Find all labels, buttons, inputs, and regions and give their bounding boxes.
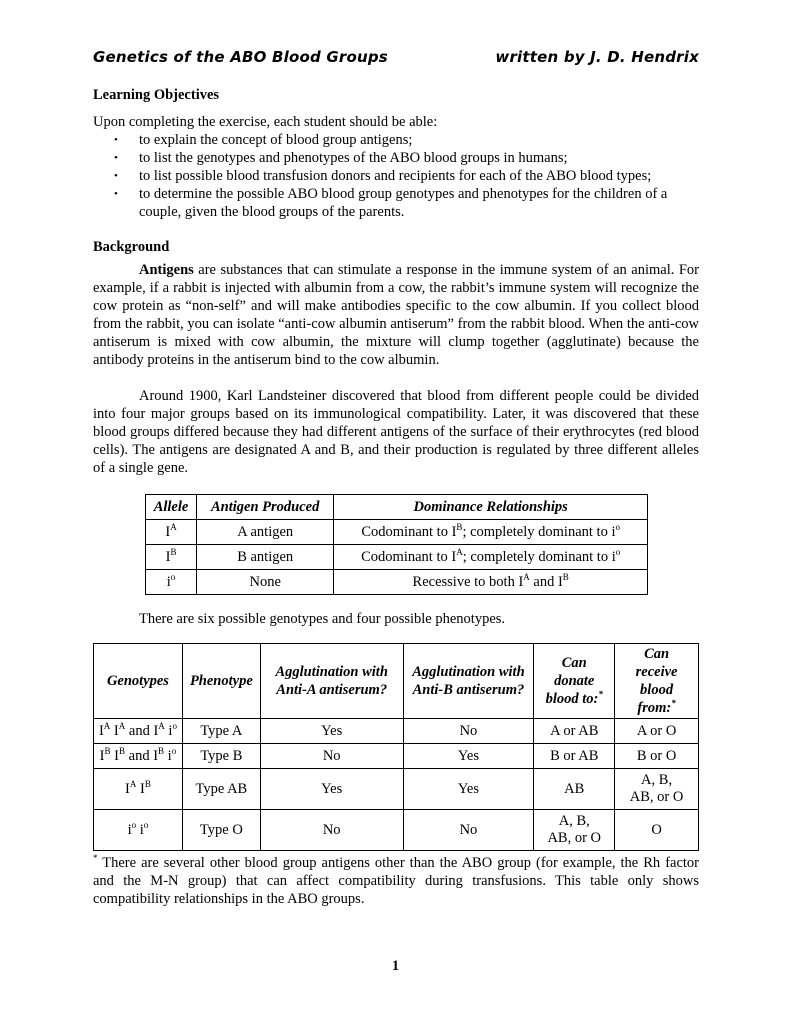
receive-cell (615, 744, 699, 769)
allele-superscript: o (170, 572, 176, 583)
text-run: and I (529, 574, 563, 590)
receive-header (615, 644, 699, 719)
text-run: Agglutination with (275, 664, 388, 680)
superscript: B (158, 745, 165, 756)
objective-text: to list possible blood transfusion donors and recipients for each of the ABO blood types; (139, 168, 652, 184)
receive-cell (615, 769, 699, 810)
allele-cell (146, 545, 197, 570)
superscript: A (158, 720, 165, 731)
genotype-summary-sentence: There are six possible genotypes and four possible phenotypes. (139, 611, 506, 627)
text-run: Agglutination with (412, 664, 525, 680)
objective-text: to determine the possible ABO blood group genotypes and phenotypes for the children of a couple, given the blood groups of the parents. (139, 186, 668, 220)
text-run: i (136, 821, 144, 838)
text-run: Codominant to I (361, 524, 457, 540)
phenotype-cell: Type A (182, 719, 260, 744)
antigen-column-header: Antigen Produced (197, 495, 334, 520)
text-run: AB, or O (629, 789, 684, 805)
superscript: B (562, 572, 569, 583)
text-run: Recessive to both I (412, 574, 524, 590)
table-row (94, 719, 699, 744)
text-run: Can (644, 646, 670, 662)
receive-cell (615, 810, 699, 851)
anti-a-cell: No (260, 744, 403, 769)
genotype-cell (94, 769, 183, 810)
anti-b-cell: Yes (403, 769, 534, 810)
superscript: B (104, 745, 111, 756)
text-run: O (651, 821, 662, 838)
donate-cell (534, 769, 615, 810)
receive-cell (615, 719, 699, 744)
allele-superscript: B (170, 547, 177, 558)
text-run: I (110, 747, 119, 764)
text-run: i (164, 747, 172, 764)
document-body (93, 86, 699, 908)
author-credit: written by J. D. Hendrix (495, 48, 699, 66)
allele-symbol: i (166, 574, 171, 590)
table-row (146, 545, 648, 570)
anti-a-cell: Yes (260, 769, 403, 810)
anti-a-header (260, 644, 403, 719)
document-title: Genetics of the ABO Blood Groups (93, 48, 388, 66)
bullet-icon: • (114, 134, 118, 146)
superscript: A (129, 778, 137, 789)
background-heading: Background (93, 239, 170, 255)
genotype-cell (94, 810, 183, 851)
superscript: B (144, 778, 151, 789)
text-run: Phenotype (189, 673, 253, 689)
text-run: Anti-B antiserum? (412, 682, 525, 698)
text-run: I (99, 747, 105, 764)
text-run: I (125, 780, 130, 797)
allele-table (145, 494, 648, 595)
table-row (94, 744, 699, 769)
antigen-cell: None (197, 570, 334, 595)
text-run: A, B, (641, 772, 673, 788)
genotype-cell (94, 744, 183, 769)
superscript: * (598, 689, 603, 700)
genotype-table-header-row (94, 644, 699, 719)
text-run: ; completely dominant to i (462, 549, 616, 565)
table-row (94, 769, 699, 810)
donate-cell (534, 744, 615, 769)
table-row (146, 570, 648, 595)
phenotype-cell: Type B (182, 744, 260, 769)
background-paragraph-1 (93, 261, 699, 369)
text-run: i (164, 722, 173, 739)
objective-item (93, 167, 699, 185)
text-run: Codominant to I (361, 549, 457, 565)
footnote (93, 854, 699, 908)
allele-symbol: I (165, 549, 171, 565)
objectives-heading: Learning Objectives (93, 87, 220, 103)
table-row (146, 520, 648, 545)
superscript: A (523, 572, 530, 583)
donate-cell (534, 719, 615, 744)
allele-table-body (146, 520, 648, 595)
allele-cell (146, 570, 197, 595)
bullet-icon: • (114, 152, 118, 164)
text-run: blood (640, 682, 674, 698)
text-run: AB (564, 780, 585, 797)
text-run: blood to: (545, 691, 599, 707)
background-paragraph-2: Around 1900, Karl Landsteiner discovered that blood from different people could be divided into four major groups based on its immunological compatibility. Later, it was discovered that these blood groups differed because they had different antigens of the surface of their erythrocytes (red blood cells). The antigens are designated A and B, and their production is regulated by three different alleles of a single gene. (93, 388, 699, 476)
anti-a-cell: No (260, 810, 403, 851)
anti-b-header (403, 644, 534, 719)
text-run: Can (561, 655, 587, 671)
text-run: and I (125, 722, 159, 739)
superscript: o (615, 522, 620, 533)
antigens-term: Antigens (139, 262, 194, 278)
text-run: i (127, 821, 132, 838)
superscript: A (118, 720, 126, 731)
superscript: o (172, 720, 177, 731)
anti-b-cell: No (403, 719, 534, 744)
dominance-cell (334, 545, 648, 570)
text-run: B or O (636, 747, 677, 764)
text-run: I (110, 722, 119, 739)
phenotype-cell: Type O (182, 810, 260, 851)
donate-cell (534, 810, 615, 851)
paragraph-1-text: are substances that can stimulate a response in the immune system of an animal. For example, if a rabbit is injected with albumin from a cow, the rabbit’s immune system will recognize the cow protein as “non-self” and will make antibodies specific to the cow albumin. If you collect blood from the rabbit, you can isolate “anti-cow albumin antiserum” from the rabbit blood. When the anti-cow antiserum is mixed with cow albumin, the mixture will clump together (agglutinate) because the antibody proteins in the antiserum bind to the cow albumin. (93, 262, 699, 368)
superscript: o (143, 819, 149, 830)
text-run: Anti-A antiserum? (276, 682, 388, 698)
superscript: * (671, 698, 676, 709)
bullet-icon: • (114, 170, 118, 182)
genotype-cell (94, 719, 183, 744)
footnote-marker: * (93, 853, 98, 864)
antigen-cell: B antigen (197, 545, 334, 570)
superscript: A (456, 547, 463, 558)
page-header (93, 48, 699, 66)
allele-column-header: Allele (146, 495, 197, 520)
superscript: B (119, 745, 126, 756)
table-row (94, 810, 699, 851)
allele-table-header-row (146, 495, 648, 520)
allele-symbol: I (165, 524, 171, 540)
text-run: AB, or O (547, 830, 602, 846)
objective-item (93, 131, 699, 149)
superscript: A (103, 720, 111, 731)
footnote-text: There are several other blood group antigens other than the ABO group (for example, the Rh factor and the M-N group) that can affect compatibility during transfusions. This table only shows compatibility relationships in the ABO groups. (93, 855, 699, 907)
text-run: from: (637, 700, 672, 716)
superscript: B (456, 522, 463, 533)
text-run: ; completely dominant to i (462, 524, 616, 540)
text-run: A or AB (550, 722, 599, 739)
allele-cell (146, 520, 197, 545)
text-run: and I (125, 747, 159, 764)
text-run: receive (635, 664, 678, 680)
objective-item (93, 149, 699, 167)
page-number: 1 (391, 958, 400, 974)
superscript: o (131, 819, 137, 830)
genotype-table-body (94, 719, 699, 851)
antigen-cell: A antigen (197, 520, 334, 545)
text-run: A, B, (558, 813, 590, 829)
text-run: B or AB (550, 747, 599, 764)
donate-header (534, 644, 615, 719)
superscript: o (171, 745, 177, 756)
allele-superscript: A (170, 522, 177, 533)
text-run: Genotypes (106, 673, 169, 689)
text-run: A or O (636, 722, 677, 739)
genotypes-header (94, 644, 183, 719)
dominance-cell (334, 520, 648, 545)
objective-text: to list the genotypes and phenotypes of the ABO blood groups in humans; (139, 150, 568, 166)
text-run: donate (554, 673, 595, 689)
superscript: o (615, 547, 621, 558)
phenotype-header (182, 644, 260, 719)
text-run: I (136, 780, 145, 797)
dominance-cell (334, 570, 648, 595)
objectives-intro: Upon completing the exercise, each student should be able: (93, 114, 438, 130)
text-run: I (98, 722, 104, 739)
objective-item (93, 185, 699, 221)
anti-b-cell: No (403, 810, 534, 851)
objectives-list (93, 131, 699, 221)
dominance-column-header: Dominance Relationships (334, 495, 648, 520)
bullet-icon: • (114, 188, 118, 200)
anti-b-cell: Yes (403, 744, 534, 769)
objective-text: to explain the concept of blood group antigens; (139, 132, 413, 148)
genotype-table (93, 643, 699, 851)
anti-a-cell: Yes (260, 719, 403, 744)
phenotype-cell: Type AB (182, 769, 260, 810)
